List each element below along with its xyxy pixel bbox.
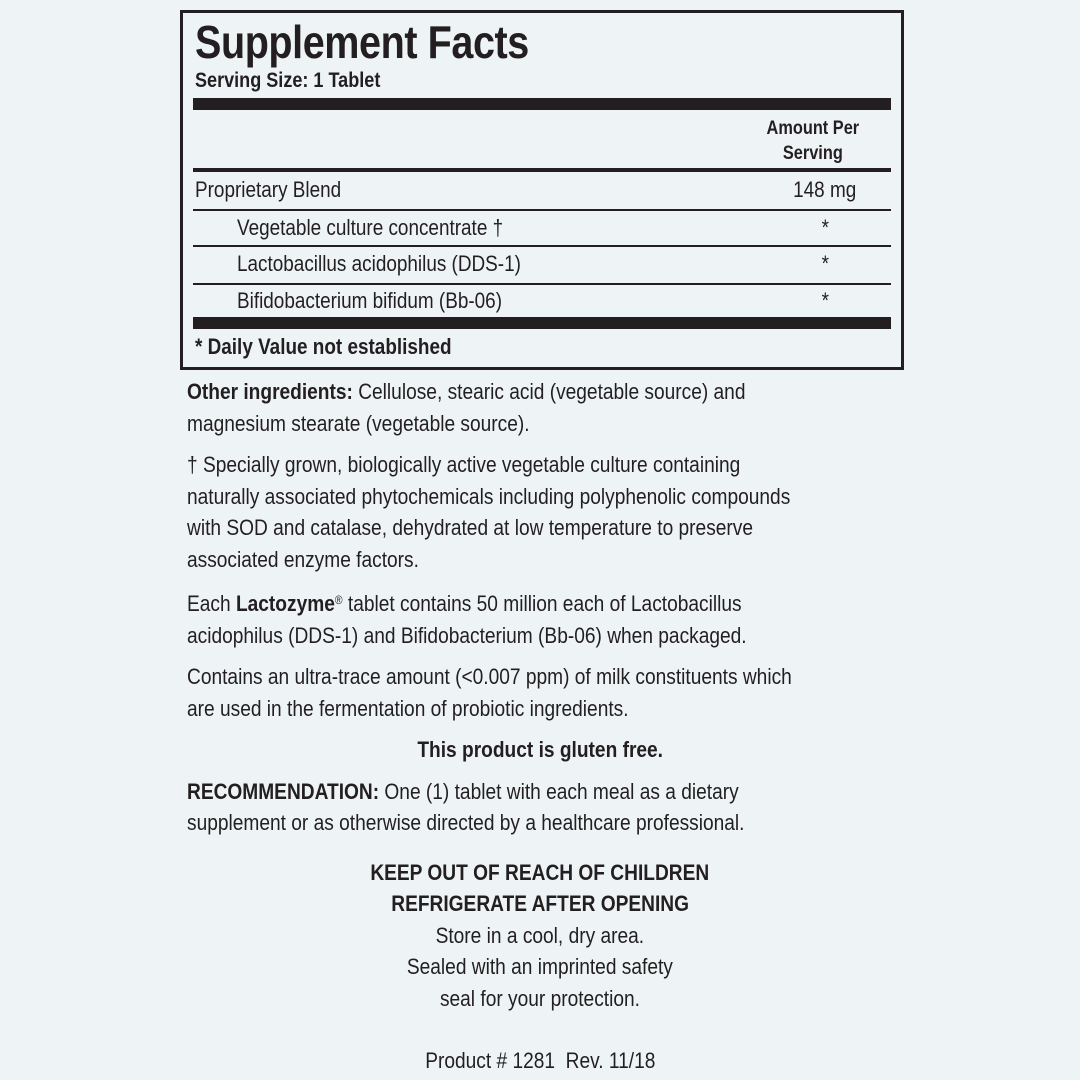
- dagger-note: † Specially grown, biologically active vegetable culture containing naturally associated phytochemicals including polyphenolic compounds with SOD and catalase, dehydrated at low temperature to preserve associated enzyme factors.: [187, 452, 791, 572]
- panel-title: Supplement Facts: [195, 16, 529, 68]
- brand-name: Lactozyme: [235, 591, 335, 616]
- label-text: [187, 376, 893, 1077]
- recommendation: RECOMMENDATION: One (1) tablet with each meal as a dietary supplement or as otherwise directed by a healthcare professional.: [187, 778, 745, 835]
- serving-size: Serving Size: 1 Tablet: [195, 69, 381, 92]
- row-divider: [193, 245, 891, 247]
- milk-note: Contains an ultra-trace amount (<0.007 ppm) of milk constituents which are used in the fermentation of probiotic ingredients.: [187, 664, 792, 721]
- amount-per-serving-header: Amount Per Serving: [766, 118, 860, 164]
- warnings: KEEP OUT OF REACH OF CHILDREN REFRIGERATE AFTER OPENING Store in a cool, dry area. Sealed with an imprinted safety seal for your protection.: [370, 859, 710, 1011]
- table-row: Lactobacillus acidophilus (DDS-1) *: [237, 251, 829, 276]
- daily-value-footnote: * Daily Value not established: [195, 334, 452, 359]
- other-ingredients: Other ingredients: Cellulose, stearic acid (vegetable source) and magnesium stearate (vegetable source).: [187, 379, 746, 436]
- medium-divider: [193, 168, 891, 172]
- product-number: Product # 1281 Rev. 11/18: [424, 1048, 656, 1073]
- row-divider: [193, 283, 891, 285]
- thick-divider: [193, 98, 891, 110]
- table-row: Proprietary Blend 148 mg: [195, 177, 857, 202]
- table-row: Vegetable culture concentrate † *: [237, 215, 829, 240]
- probiotic-count: Each Lactozyme® tablet contains 50 million each of Lactobacillus acidophilus (DDS-1) and Bifidobacterium (Bb-06) when packaged.: [187, 591, 747, 648]
- gluten-free-note: This product is gluten free.: [417, 737, 663, 762]
- supplement-facts-panel: [180, 10, 904, 370]
- thick-divider: [193, 317, 891, 329]
- table-row: Bifidobacterium bifidum (Bb-06) *: [237, 288, 829, 313]
- row-divider: [193, 209, 891, 211]
